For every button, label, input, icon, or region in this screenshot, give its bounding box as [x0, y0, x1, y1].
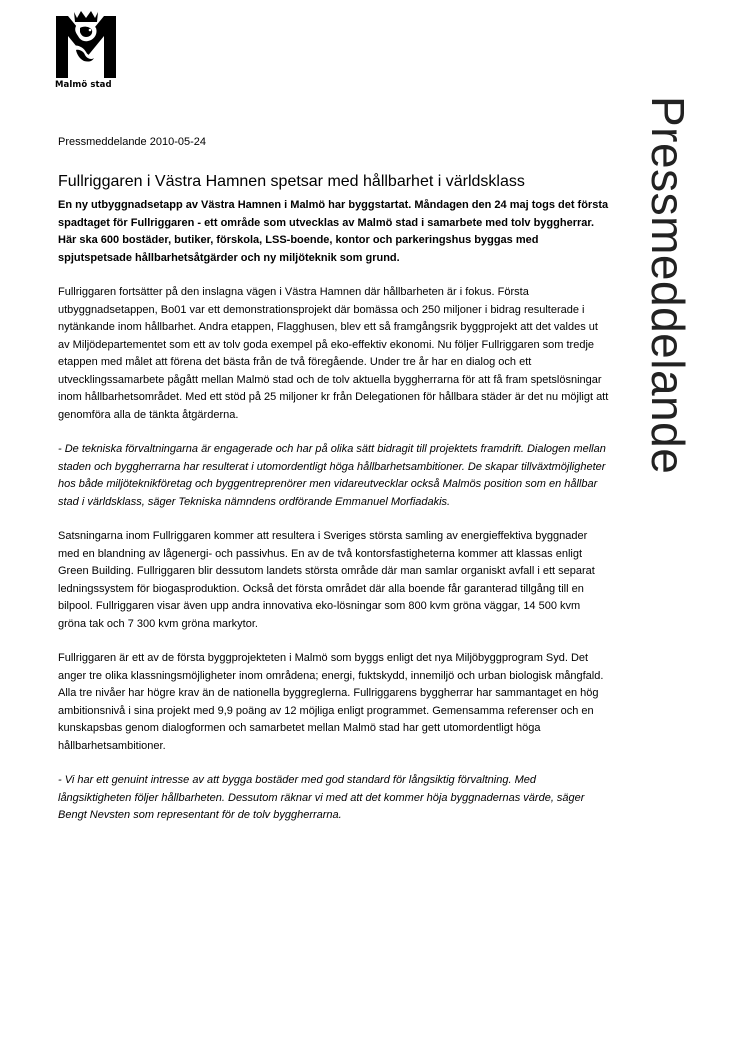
body-paragraph: Fullriggaren fortsätter på den inslagna vägen i Västra Hamnen där hållbarheten är i fokus. Första utbyggnadsetappen, Bo01 var ett demonstrationsprojekt där bomässa och 250 miljoner i bidrag resulterade i nytänkande inom hållbarhet. Andra etappen, Flagghusen, blev ett så framgångsrik byggprojekt att det valdes ut av Miljödepartementet som ett av tolv goda exempel på eko-effektiv ekonomi. Nu följer Fullriggaren som tredje etappen med målet att förena det bästa från de två föregående. Under tre år har en dialog och ett utvecklingssamarbete pågått mellan Malmö stad och de tolv aktuella byggherrarna för att få fram spetslösningar inom hållbarhetsområdet. Med ett stöd på 25 miljoner kr från Delegationen för hållbara städer är det nu möjligt att genomföra alla de tänkta åtgärderna. [58, 286, 609, 421]
lead-paragraph: En ny utbyggnadsetapp av Västra Hamnen i Malmö har byggstartat. Måndagen den 24 maj togs det första spadtaget för Fullriggaren - ett område som utvecklas av Malmö stad i samarbete med tolv byggherrar. Här ska 600 bostäder, butiker, förskola, LSS-boende, kontor och parkeringshus byggas med spjutspetsade hållbarhetsåtgärder och ny miljöteknik som grund. [58, 199, 609, 264]
malmo-stad-logo [50, 8, 122, 92]
press-release-body [58, 136, 610, 842]
quote-paragraph: - Vi har ett genuint intresse av att bygga bostäder med god standard för långsiktig förvaltning. Med långsiktigheten följer hållbarheten. Dessutom räknar vi med att det kommer höja byggnadernas värde, säger Bengt Nevsten som representant för de tolv byggherrarna. [58, 774, 585, 821]
malmo-coat-of-arms-icon [50, 8, 122, 80]
quote-paragraph: - De tekniska förvaltningarna är engagerade och har på olika sätt bidragit till projektets framdrift. Dialogen mellan staden och byggherrarna har resulterat i utomordentligt höga hållbarhetsambitioner. De skapar tillväxtmöjligheter hos både miljöteknikföretag och byggentreprenörer men vidareutvecklar också Malmös position som en hållbar stad i världsklass, säger Tekniska nämndens ordförande Emmanuel Morfiadakis. [58, 443, 606, 508]
body-paragraph: Satsningarna inom Fullriggaren kommer att resultera i Sveriges största samling av energieffektiva byggnader med en blandning av lågenergi- och passivhus. En av de två kontorsfastigheterna kommer att klassas enligt Green Building. Fullriggaren blir dessutom landets största område där man samlar organiskt avfall i ett separat ledningssystem för biogasproduktion. Också det första området där alla boende får garanterad tillgång till en bilpool. Fullriggaren visar även upp andra innovativa eko-lösningar som 800 kvm gröna väggar, 14 500 kvm gröna tak och 7 300 kvm gröna markytor. [58, 530, 595, 630]
side-title: Pressmeddelande [642, 96, 694, 475]
headline: Fullriggaren i Västra Hamnen spetsar med hållbarhet i världsklass [58, 173, 525, 190]
dateline: Pressmeddelande 2010-05-24 [58, 136, 206, 148]
logo-text: Malmö stad [55, 80, 112, 90]
body-paragraph: Fullriggaren är ett av de första byggprojekteten i Malmö som byggs enligt det nya Miljöbyggprogram Syd. Det anger tre olika klassningsmöjligheter inom områdena; energi, fuktskydd, innemiljö och urban biologisk mångfald. Alla tre nivåer har högre krav än de nationella byggreglerna. Fullriggarens byggherrar har sammantaget en hög ambitionsnivå i sina projekt med 9,9 poäng av 12 möjliga enligt programmet. Gemensamma referenser och en kunskapsbas genom dialogformen och samarbetet mellan Malmö stad har gett utomordentligt höga hållbarhetsambitioner. [58, 652, 604, 752]
